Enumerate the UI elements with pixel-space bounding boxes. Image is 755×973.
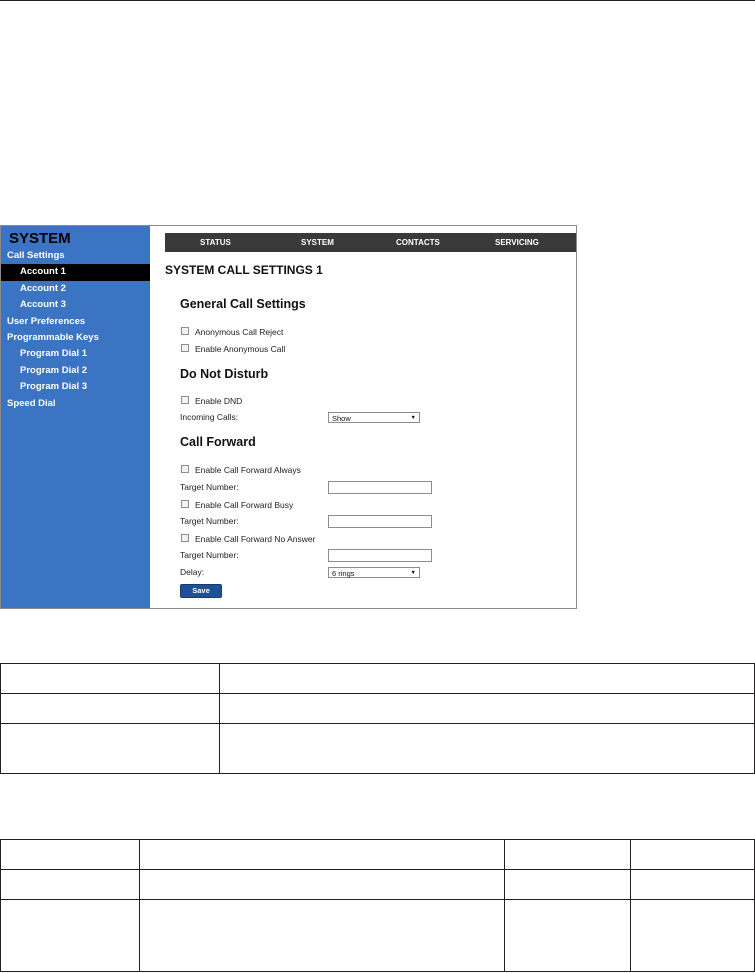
- target-number-label-busy: Target Number:: [180, 516, 239, 526]
- incoming-calls-value: Show: [332, 414, 351, 423]
- delay-value: 6 rings: [332, 569, 355, 578]
- checkbox-icon[interactable]: [181, 500, 189, 508]
- call-forward-always-row[interactable]: [181, 464, 301, 477]
- sidebar-item-user-preferences[interactable]: User Preferences: [7, 315, 86, 327]
- table-row: [1, 900, 755, 972]
- table-row: [1, 664, 755, 694]
- enable-dnd-row[interactable]: [181, 395, 242, 408]
- target-number-always-input[interactable]: [328, 481, 432, 494]
- sidebar-title: SYSTEM: [9, 230, 71, 247]
- document-table-1: [0, 663, 755, 774]
- general-call-settings-heading: General Call Settings: [180, 297, 306, 311]
- sidebar-item-program-dial-2[interactable]: Program Dial 2: [20, 364, 88, 376]
- anonymous-call-reject-label: Anonymous Call Reject: [195, 327, 284, 337]
- page-top-rule: [0, 0, 755, 1]
- call-forward-no-answer-label: Enable Call Forward No Answer: [195, 534, 316, 544]
- target-number-label-always: Target Number:: [180, 482, 239, 492]
- target-number-no-answer-input[interactable]: [328, 549, 432, 562]
- sidebar-item-account-2[interactable]: Account 2: [20, 282, 66, 294]
- table-row: [1, 694, 755, 724]
- enable-dnd-label: Enable DND: [195, 396, 243, 406]
- table-row: [1, 840, 755, 870]
- enable-anonymous-call-label: Enable Anonymous Call: [195, 344, 286, 354]
- incoming-calls-select[interactable]: [328, 412, 420, 423]
- enable-anonymous-call-row[interactable]: [181, 343, 285, 356]
- tab-system[interactable]: SYSTEM: [301, 238, 334, 247]
- page-title: SYSTEM CALL SETTINGS 1: [165, 263, 323, 277]
- sidebar-item-account-1[interactable]: Account 1: [1, 264, 150, 280]
- call-forward-busy-row[interactable]: [181, 499, 293, 512]
- do-not-disturb-heading: Do Not Disturb: [180, 367, 269, 381]
- sidebar-item-programmable-keys[interactable]: Programmable Keys: [7, 331, 99, 343]
- anonymous-call-reject-row[interactable]: [181, 326, 283, 339]
- checkbox-icon[interactable]: [181, 534, 189, 542]
- sidebar: [1, 226, 150, 608]
- caret-down-icon: ▼: [410, 570, 416, 576]
- tab-status[interactable]: STATUS: [200, 238, 231, 247]
- checkbox-icon[interactable]: [181, 465, 189, 473]
- save-button[interactable]: Save: [180, 584, 222, 598]
- table-row: [1, 870, 755, 900]
- sidebar-item-speed-dial[interactable]: Speed Dial: [7, 397, 56, 409]
- delay-select[interactable]: [328, 567, 420, 578]
- target-number-busy-input[interactable]: [328, 515, 432, 528]
- call-forward-always-label: Enable Call Forward Always: [195, 465, 301, 475]
- document-table-2: [0, 839, 755, 972]
- checkbox-icon[interactable]: [181, 396, 189, 404]
- checkbox-icon[interactable]: [181, 344, 189, 352]
- table-row: [1, 724, 755, 774]
- call-forward-busy-label: Enable Call Forward Busy: [195, 500, 294, 510]
- top-nav-bar: [165, 233, 577, 252]
- checkbox-icon[interactable]: [181, 327, 189, 335]
- sidebar-item-program-dial-3[interactable]: Program Dial 3: [20, 381, 88, 393]
- target-number-label-no-answer: Target Number:: [180, 550, 239, 560]
- delay-label: Delay:: [180, 567, 205, 577]
- tab-contacts[interactable]: CONTACTS: [396, 238, 440, 247]
- sidebar-item-program-dial-1[interactable]: Program Dial 1: [20, 348, 88, 360]
- sidebar-item-account-3[interactable]: Account 3: [20, 299, 66, 311]
- tab-servicing[interactable]: SERVICING: [495, 238, 539, 247]
- incoming-calls-label: Incoming Calls:: [180, 412, 239, 422]
- call-forward-no-answer-row[interactable]: [181, 533, 315, 546]
- caret-down-icon: ▼: [410, 415, 416, 421]
- call-forward-heading: Call Forward: [180, 435, 256, 449]
- sidebar-item-call-settings[interactable]: Call Settings: [7, 250, 65, 261]
- web-ui-screenshot: [0, 225, 577, 609]
